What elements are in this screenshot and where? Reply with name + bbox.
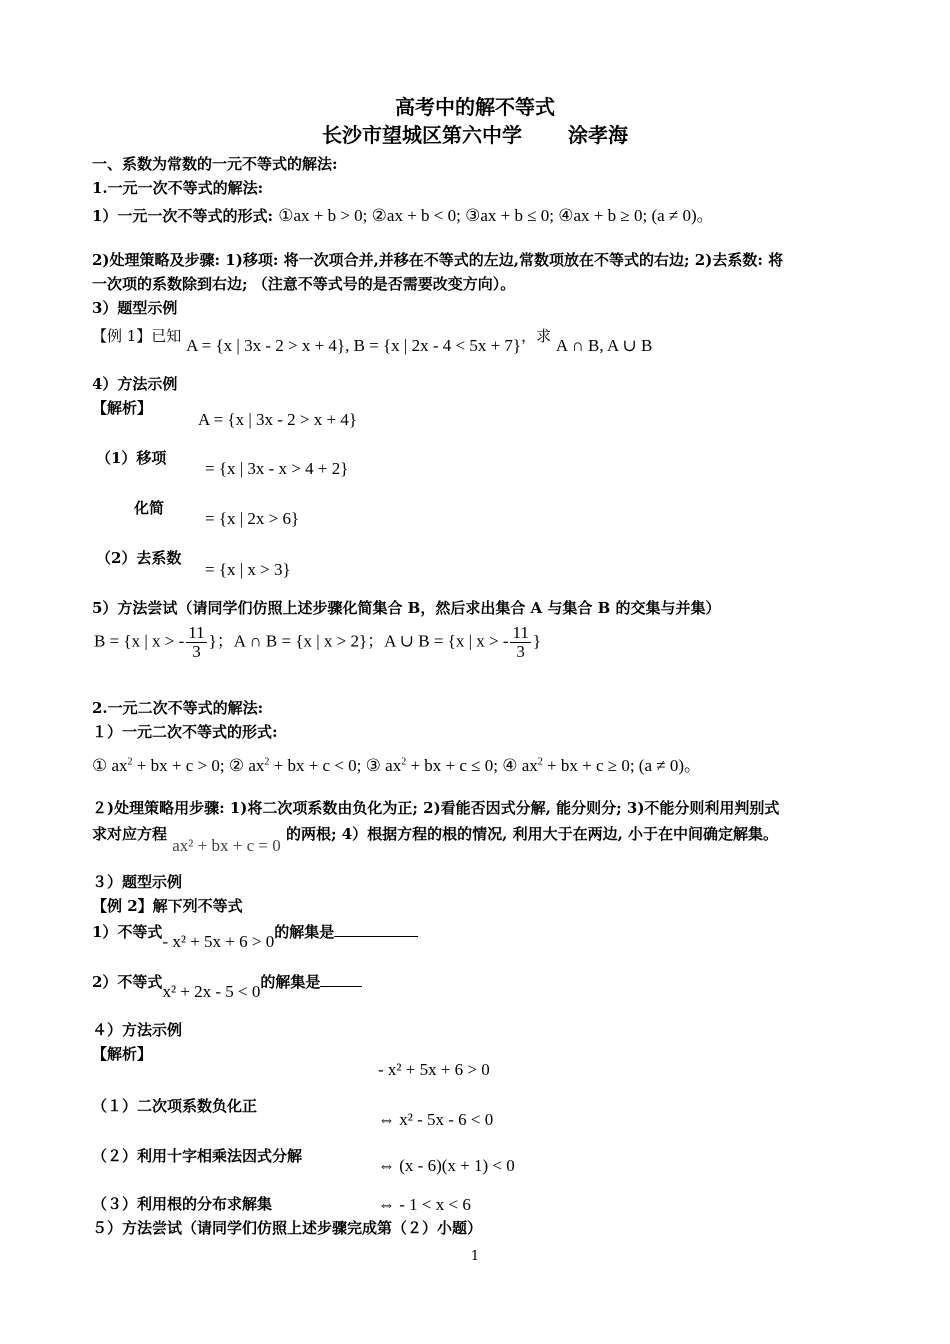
linear-strategy-line2: 一次项的系数除到右边; （注意不等式号的是否需要改变方向）。 (92, 275, 516, 293)
example2-q2 (92, 972, 362, 1001)
q1-inequality: - x² + 5x + 6 > 0 (162, 932, 275, 951)
q1-answer-blank[interactable] (334, 922, 418, 937)
fraction-union-numerator: 11 (512, 623, 529, 642)
q2-suffix: 的解集是 (260, 973, 321, 991)
step-a-equation: A = {x | 3x - 2 > x + 4} (198, 410, 357, 429)
quadratic-step1-label: （１）二次项系数负化正 (92, 1097, 258, 1115)
fraction-union-denominator: 3 (516, 641, 525, 661)
example1-row (92, 326, 653, 355)
separator-2: ； (367, 631, 385, 651)
fraction-b (186, 624, 206, 661)
separator-1: ； (216, 631, 234, 651)
q2-answer-blank[interactable] (320, 972, 362, 987)
quadratic-form-label: １）一元二次不等式的形式: (92, 723, 278, 741)
step2-equation: = {x | x > 3} (205, 560, 291, 579)
linear-form-label: 1）一元一次不等式的形式: (92, 207, 273, 225)
fraction-b-denominator: 3 (192, 641, 201, 661)
subtitle-school: 长沙市望城区第六中学 (322, 123, 522, 147)
q1-prefix: 1）不等式 (92, 923, 163, 941)
q2-prefix: 2）不等式 (92, 973, 163, 991)
quadratic-step2-eq: ⇔ (x - 6)(x + 1) < 0 (378, 1156, 515, 1175)
quadratic-strategy-line2 (92, 824, 779, 855)
fraction-b-numerator: 11 (188, 623, 205, 642)
step1-equation: = {x | 3x - x > 4 + 2} (205, 459, 349, 478)
analysis-label: 【解析】 (92, 399, 153, 417)
quadratic-step1-eq: ⇔ x² - 5x - 6 < 0 (378, 1110, 494, 1129)
example1-ask: ，求 (521, 327, 552, 345)
q1-suffix: 的解集是 (274, 923, 335, 941)
quadratic-step2-label: （２）利用十字相乘法因式分解 (92, 1147, 303, 1165)
example1-label: 【例 1】已知 (92, 327, 182, 345)
set-results-row (94, 624, 541, 661)
linear-forms-math: ①ax + b > 0; ②ax + b < 0; ③ax + b ≤ 0; ④ax + b ≥ 0; (a ≠ 0)。 (278, 206, 714, 225)
example-type-label: 3）题型示例 (92, 299, 178, 317)
example2-q1 (92, 922, 418, 951)
subtitle-author: 涂孝海 (568, 123, 628, 147)
quadratic-method-example-label: ４）方法示例 (92, 1021, 183, 1039)
sub2-heading: 2.一元二次不等式的解法: (92, 699, 264, 717)
union-close: } (532, 631, 542, 651)
method-try-label: 5）方法尝试（请同学们仿照上述步骤化简集合 B，然后求出集合 A 与集合 B 的交集与并集） (92, 599, 721, 617)
step1-label: （1）移项 (96, 449, 167, 467)
method-example-label: 4）方法示例 (92, 375, 178, 393)
quadratic-start-eq: - x² + 5x + 6 > 0 (378, 1060, 490, 1079)
quadratic-step3-label: （３）利用根的分布求解集 (92, 1195, 273, 1213)
set-b-close: } (208, 631, 217, 651)
sub1-heading: 1.一元一次不等式的解法: (92, 179, 264, 197)
quadratic-example-type-label: ３）题型示例 (92, 873, 183, 891)
union-result: A ∪ B = {x | x > - (384, 631, 509, 651)
q2-inequality: x² + 2x - 5 < 0 (162, 982, 261, 1001)
section1-heading: 一、系数为常数的一元不等式的解法: (92, 155, 338, 173)
subtitle (0, 124, 950, 147)
quadratic-forms-math: ① $ax^2$ + bx + c > 0; ② $ax^2$ + bx + c < 0; ③ $ax^2$ + bx + c ≤ 0; ④ $ax^2$ + bx + c ≥ 0; (a ≠ 0)。 (92, 756, 701, 775)
quadratic-method-try-label: ５）方法尝试（请同学们仿照上述步骤完成第（２）小题） (92, 1219, 483, 1237)
example1-sets: A = {x | 3x - 2 > x + 4}, B = {x | 2x - 4 < 5x + 7} (186, 336, 522, 355)
intersection-result: A ∩ B = {x | x > 2} (233, 631, 368, 651)
strategy-line2-suffix: 的两根; 4）根据方程的根的情况, 利用大于在两边, 小于在中间确定解集。 (285, 825, 779, 843)
fraction-union (510, 624, 530, 661)
linear-form-row (92, 206, 714, 226)
step2-label: （2）去系数 (96, 549, 182, 567)
analysis2-label: 【解析】 (92, 1045, 153, 1063)
page-title: 高考中的解不等式 (395, 95, 555, 119)
simplify-label: 化简 (134, 499, 165, 517)
example1-target: A ∩ B, A ∪ B (555, 336, 653, 355)
quadratic-strategy-line1: ２)处理策略用步骤: 1)将二次项系数由负化为正; 2)看能否因式分解, 能分则分; 3)不能分则利用判别式 (92, 799, 780, 817)
example2-label: 【例 2】解下列不等式 (92, 897, 243, 915)
set-b-result: B = {x | x > - (94, 631, 185, 651)
strategy-line2-prefix: 求对应方程 (92, 825, 168, 843)
corresponding-equation: ax² + bx + c = 0 (172, 836, 281, 855)
page-number: 1 (470, 1249, 480, 1264)
linear-strategy-line1: 2)处理策略及步骤: 1)移项: 将一次项合并,并移在不等式的左边,常数项放在不等式的右边; 2)去系数: 将 (92, 251, 784, 269)
simplify-equation: = {x | 2x > 6} (205, 509, 300, 528)
quadratic-step3-eq: ⇔ - 1 < x < 6 (378, 1195, 471, 1214)
